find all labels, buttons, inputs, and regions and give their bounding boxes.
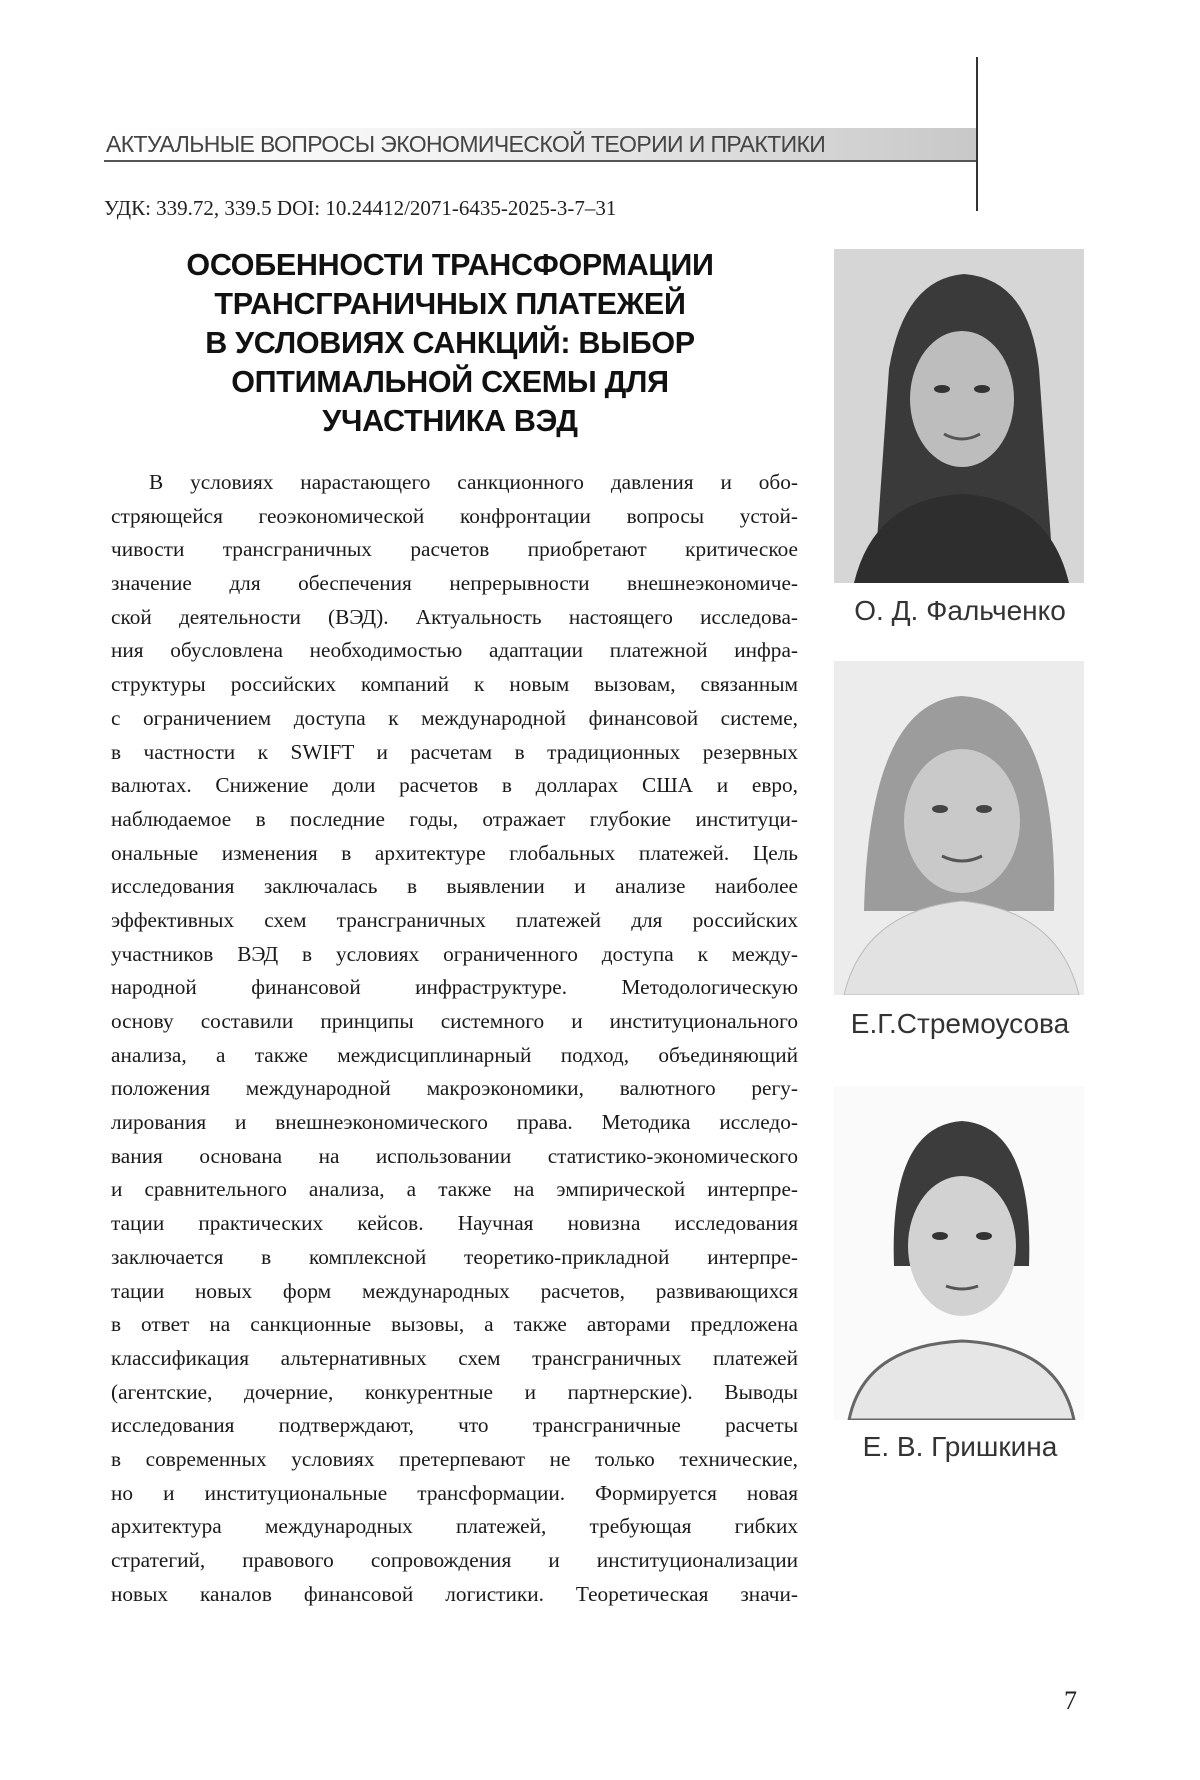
abstract-line: тации практических кейсов. Научная новизна исследования xyxy=(111,1211,798,1236)
abstract-line: наблюдаемое в последние годы, отражает глубокие институци- xyxy=(111,806,798,831)
abstract-line: лирования и внешнеэкономического права. Методика исследо- xyxy=(111,1110,798,1135)
abstract-line: участников ВЭД в условиях ограниченного доступа к между- xyxy=(111,941,798,966)
abstract-line: стратегий, правового сопровождения и институционализации xyxy=(111,1548,798,1572)
abstract-line: новых каналов финансовой логистики. Теоретическая значи- xyxy=(111,1581,798,1606)
title-line: УЧАСТНИКА ВЭД xyxy=(322,404,578,438)
abstract-line: структуры российских компаний к новым вызовам, связанным xyxy=(111,672,798,697)
abstract-line: классификация альтернативных схем трансграничных платежей xyxy=(111,1345,798,1370)
abstract-line: значение для обеспечения непрерывности внешнеэкономиче- xyxy=(111,571,798,596)
author-photo-1 xyxy=(834,249,1084,583)
abstract-line: чивости трансграничных расчетов приобретают критическое xyxy=(111,537,798,562)
abstract-line: вания основана на использовании статистико-экономического xyxy=(111,1143,798,1168)
abstract-line: в ответ на санкционные вызовы, а также авторами предложена xyxy=(111,1312,798,1337)
abstract-line: тации новых форм международных расчетов, развивающихся xyxy=(111,1278,798,1303)
abstract-line: основу составили принципы системного и институционального xyxy=(111,1009,798,1033)
abstract-line: В условиях нарастающего санкционного давления и обо- xyxy=(149,470,798,494)
abstract-line: но и институциональные трансформации. Формируется новая xyxy=(111,1480,798,1505)
section-header-band xyxy=(104,128,976,162)
abstract-line: ния обусловлена необходимостью адаптации платежной инфра- xyxy=(111,638,798,663)
abstract-line: архитектура международных платежей, требующая гибких xyxy=(111,1514,798,1539)
abstract-line: и сравнительного анализа, а также на эмпирической интерпре- xyxy=(111,1177,798,1202)
title-line: ОСОБЕННОСТИ ТРАНСФОРМАЦИИ xyxy=(186,248,714,282)
abstract-line: положения международной макроэкономики, валютного регу- xyxy=(111,1076,798,1101)
author-photo-3 xyxy=(834,1086,1084,1420)
author-name: О. Д. Фальченко xyxy=(854,595,1066,626)
page-number: 7 xyxy=(1064,1686,1077,1715)
abstract-line: эффективных схем трансграничных платежей для российских xyxy=(111,907,798,932)
abstract-line: ской деятельности (ВЭД). Актуальность настоящего исследова- xyxy=(111,604,798,629)
author-photo-2 xyxy=(834,661,1084,995)
udk-doi-line: УДК: 339.72, 339.5 DOI: 10.24412/2071-6435-2025-3-7–31 xyxy=(104,196,617,220)
abstract-line: стряющейся геоэкономической конфронтации вопросы устой- xyxy=(111,503,798,528)
abstract-line: (агентские, дочерние, конкурентные и партнерские). Выводы xyxy=(111,1379,798,1404)
abstract-line: валютах. Снижение доли расчетов в долларах США и евро, xyxy=(111,773,798,798)
header-vertical-rule xyxy=(976,57,978,211)
abstract-line: заключается в комплексной теоретико-прикладной интерпре- xyxy=(111,1244,798,1269)
abstract-text xyxy=(111,466,798,1611)
abstract-line: исследования заключалась в выявлении и анализе наиболее xyxy=(111,874,798,899)
title-line: В УСЛОВИЯХ САНКЦИЙ: ВЫБОР xyxy=(205,326,695,360)
title-line: ОПТИМАЛЬНОЙ СХЕМЫ ДЛЯ xyxy=(231,365,669,399)
author-name: Е. В. Гришкина xyxy=(862,1431,1058,1462)
article-title xyxy=(120,246,780,441)
abstract-line: с ограничением доступа к международной финансовой системе, xyxy=(111,705,798,730)
title-line: ТРАНСГРАНИЧНЫХ ПЛАТЕЖЕЙ xyxy=(214,287,686,321)
abstract-line: анализа, а также междисциплинарный подход, объединяющий xyxy=(111,1042,798,1067)
section-title: АКТУАЛЬНЫЕ ВОПРОСЫ ЭКОНОМИЧЕСКОЙ ТЕОРИИ И ПРАКТИКИ xyxy=(106,131,826,157)
abstract-line: в современных условиях претерпевают не только технические, xyxy=(111,1446,798,1471)
author-name: Е.Г.Стремоусова xyxy=(850,1008,1070,1039)
abstract-line: народной финансовой инфраструктуре. Методологическую xyxy=(111,975,798,1000)
abstract-line: ональные изменения в архитектуре глобальных платежей. Цель xyxy=(111,840,798,865)
abstract-line: исследования подтверждают, что трансграничные расчеты xyxy=(111,1413,798,1438)
abstract-line: в частности к SWIFT и расчетам в традиционных резервных xyxy=(111,739,798,764)
